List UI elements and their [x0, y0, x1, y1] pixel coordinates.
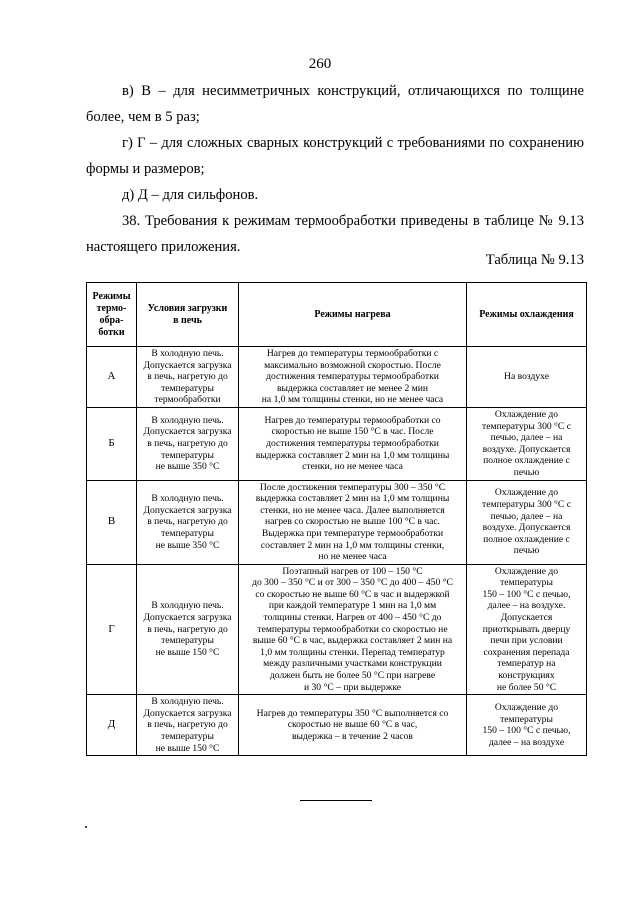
cell-line: достижения температуры термообработки [266, 437, 439, 449]
table-row [87, 347, 587, 408]
cell-line: В холодную печь. [151, 696, 224, 708]
cell-line: полное охлаждение с [483, 533, 570, 545]
cell-line: температуры [161, 382, 214, 394]
cell-line: Допускается загрузка [143, 426, 232, 438]
cell-heating-mode [239, 347, 467, 408]
cell-line: скоростью не выше 60 °С в час, [287, 719, 418, 731]
paragraph-v: в) В – для несимметричных конструкций, отличающихся по толщине более, чем в 5 раз; [86, 83, 584, 125]
cell-line: температуры [161, 635, 214, 647]
cell-cooling-mode [467, 407, 587, 480]
cell-line: выдержка – в течение 2 часов [292, 731, 413, 742]
heat-treatment-table [86, 282, 587, 756]
cell-line: температуры 300 °С с [482, 498, 571, 510]
cell-line: не выше 350 °С [155, 461, 220, 473]
cell-cooling-mode [467, 480, 587, 564]
cell-line: до 300 – 350 °С и от 300 – 350 °С до 400 – 450 °С [252, 577, 453, 589]
cell-line: не более 50 °С [496, 681, 557, 693]
stray-mark [85, 826, 87, 828]
header-mode [87, 283, 137, 347]
cell-line: воздухе. Допускается [482, 443, 571, 455]
cell-line: не выше 150 °С [155, 742, 220, 754]
cell-line: далее – на воздухе. [487, 600, 566, 612]
cell-line: сохранения перепада [483, 646, 570, 658]
cell-line: выдержка составляет не менее 2 мин [277, 382, 428, 394]
cell-heating-mode [239, 407, 467, 480]
cell-line: Допускается загрузка [143, 359, 232, 371]
cell-line: воздухе. Допускается [482, 522, 571, 534]
table-row [87, 480, 587, 564]
cell-line: печью, далее – на [490, 510, 563, 522]
body-text [86, 78, 584, 260]
cell-line: В холодную печь. [151, 348, 224, 359]
cell-line: далее – на воздухе [488, 736, 565, 748]
cell-line: выдержка составляет 2 мин на 1,0 мм толщины [255, 449, 450, 461]
cell-mode: А [87, 347, 137, 408]
cell-line: в печь, нагретую до [147, 719, 228, 731]
cell-line: максимально возможной скоростью. После [264, 359, 441, 371]
cell-line: Охлаждение до [494, 487, 559, 499]
cell-line: Охлаждение до [494, 565, 559, 577]
paragraph-38: 38. Требования к режимам термообработки приведены в таблице № 9.13 настоящего приложения. [86, 213, 584, 255]
cell-line: В холодную печь. [151, 414, 224, 426]
paragraph-d: д) Д – для сильфонов. [122, 187, 259, 203]
cell-mode: Г [87, 564, 137, 695]
cell-line: и 30 °С – при выдержке [303, 681, 402, 693]
cell-line: Режимы [92, 290, 131, 302]
cell-line: термообработки [154, 394, 221, 406]
cell-load-conditions [137, 347, 239, 408]
cell-line: в печь, нагретую до [147, 437, 228, 449]
cell-line: при каждой температуре 1 мин на 1,0 мм [268, 600, 437, 612]
cell-line: не выше 350 °С [155, 539, 220, 551]
cell-line: температуры 300 °С с [482, 420, 571, 432]
cell-cooling-mode [467, 695, 587, 756]
cell-line: в печь, нагретую до [147, 516, 228, 528]
cell-mode: В [87, 480, 137, 564]
cell-line: Поэтапный нагрев от 100 – 150 °С [282, 565, 423, 577]
cell-line: Нагрев до температуры термообработки со [264, 414, 441, 426]
cell-line: На воздухе [504, 371, 549, 383]
cell-line: обра- [99, 314, 124, 326]
cell-line: Выдержка при температуре термообработки [261, 527, 444, 539]
cell-line: Охлаждение до [494, 408, 559, 420]
table-row [87, 564, 587, 695]
cell-mode: Д [87, 695, 137, 756]
cell-load-conditions [137, 564, 239, 695]
cell-heating-mode [239, 695, 467, 756]
cell-line: печью [513, 466, 540, 478]
table-row [87, 407, 587, 480]
cell-line: 150 – 100 °С с печью, [482, 588, 571, 600]
cell-line: температуры [500, 577, 553, 589]
cell-line: выдержка составляет 2 мин на 1,0 мм толщины [255, 493, 450, 505]
cell-line: составляет 2 мин на 1,0 мм толщины стенки, [260, 539, 445, 551]
cell-line: скоростью не выше 150 °С в час. После [271, 426, 434, 438]
cell-line: на 1,0 мм толщины стенки, но не менее часа [261, 394, 444, 406]
cell-line: температуры [500, 713, 553, 725]
cell-line: печью [513, 545, 540, 557]
cell-heating-mode [239, 564, 467, 695]
cell-line: температуры термообработки со скоростью не [257, 623, 448, 635]
cell-line: между различными участками конструкции [263, 658, 442, 670]
cell-line: не выше 150 °С [155, 646, 220, 658]
table-body [87, 347, 587, 756]
header-cool: Режимы охлаждения [467, 283, 587, 347]
cell-line: достижения температуры термообработки [266, 371, 439, 383]
cell-load-conditions [137, 695, 239, 756]
cell-line: приоткрывать дверцу [482, 623, 571, 635]
cell-line: конструкциях [498, 670, 555, 682]
cell-line: печью, далее – на [490, 432, 563, 444]
cell-line: в печь, нагретую до [147, 371, 228, 383]
header-load [137, 283, 239, 347]
table-caption: Таблица № 9.13 [485, 252, 584, 268]
cell-load-conditions [137, 407, 239, 480]
cell-line: 1,0 мм толщины стенки. Перепад температур [260, 646, 445, 658]
cell-line: стенки, но не менее часа. Далее выполняется [260, 504, 445, 516]
cell-line: печи при условии [490, 635, 563, 647]
cell-line: Допускается [500, 612, 553, 624]
cell-line: должен быть не более 50 °С при нагреве [269, 670, 436, 682]
cell-line: в печь [173, 314, 202, 326]
cell-line: но не менее часа [318, 551, 387, 563]
table-header-row [87, 283, 587, 347]
cell-line: толщины стенки. Нагрев от 400 – 450 °С до [263, 612, 442, 624]
cell-line: выше 60 °С в час, выдержка составляет 2 мин на [252, 635, 453, 647]
cell-line: Допускается загрузка [143, 707, 232, 719]
cell-line: полное охлаждение с [483, 455, 570, 467]
cell-load-conditions [137, 480, 239, 564]
paragraph-g: г) Г – для сложных сварных конструкций с требованиями по сохранению формы и размеров; [86, 135, 584, 177]
footnote-rule [300, 800, 372, 801]
cell-line: Нагрев до температуры термообработки с [266, 348, 439, 359]
cell-line: Охлаждение до [494, 702, 559, 714]
cell-line: В холодную печь. [151, 600, 224, 612]
cell-mode: Б [87, 407, 137, 480]
cell-line: температуры [161, 731, 214, 742]
cell-line: Нагрев до температуры 350 °С выполняется со [256, 707, 449, 719]
cell-line: Допускается загрузка [143, 504, 232, 516]
table-row [87, 695, 587, 756]
cell-cooling-mode [467, 564, 587, 695]
cell-line: температуры [161, 449, 214, 461]
cell-line: Допускается загрузка [143, 612, 232, 624]
cell-line: со скоростью не выше 60 °С в час и выдержкой [255, 588, 450, 600]
cell-line: Условия загрузки [147, 302, 228, 314]
cell-line: ботки [98, 326, 125, 338]
cell-line: 150 – 100 °С с печью, [482, 725, 571, 737]
cell-line: стенки, но не менее часа [302, 461, 403, 473]
cell-line: в печь, нагретую до [147, 623, 228, 635]
cell-line: В холодную печь. [151, 493, 224, 505]
page-number: 260 [308, 56, 332, 72]
header-heat: Режимы нагрева [239, 283, 467, 347]
cell-line: нагрев со скоростью не выше 100 °С в час. [264, 516, 441, 528]
cell-line: температуры [161, 527, 214, 539]
cell-cooling-mode [467, 347, 587, 408]
cell-line: термо- [96, 302, 127, 314]
cell-line: температур на [497, 658, 556, 670]
cell-heating-mode [239, 480, 467, 564]
cell-line: После достижения температуры 300 – 350 °С [259, 481, 446, 493]
